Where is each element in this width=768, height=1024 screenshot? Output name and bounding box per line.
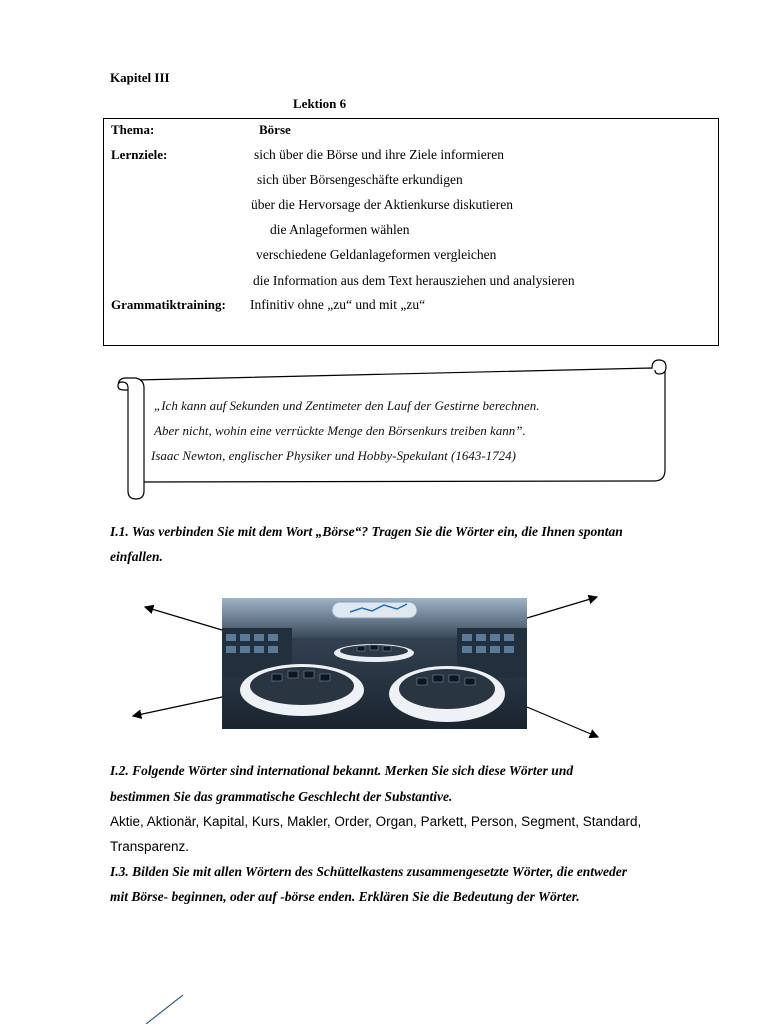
quote-line: „Ich kann auf Sekunden und Zentimeter den Lauf der Gestirne berechnen. (154, 398, 540, 413)
word-list: Aktie, Aktionär, Kapital, Kurs, Makler, Order, Organ, Parkett, Person, Segment, Standard, (110, 814, 642, 829)
arrow-top-right (527, 597, 597, 618)
theme-label: Thema: (111, 122, 155, 137)
goal-item: sich über Börsengeschäfte erkundigen (257, 172, 463, 187)
arrow-top-left (145, 607, 222, 630)
task-1-line: einfallen. (110, 549, 163, 564)
goal-item: die Anlageformen wählen (270, 222, 410, 237)
goal-item: sich über die Börse und ihre Ziele informieren (254, 147, 505, 162)
lesson-title: Lektion 6 (293, 96, 347, 111)
chapter-title: Kapitel III (110, 70, 170, 85)
grammar-value: Infinitiv ohne „zu“ und mit „zu“ (250, 297, 426, 312)
arrow-bottom-left (133, 697, 222, 716)
quote-author: Isaac Newton, englischer Physiker und Hobby-Spekulant (1643-1724) (151, 448, 517, 463)
task-3-line: I.3. Bilden Sie mit allen Wörtern des Schüttelkastens zusammengesetzte Wörter, die entweder (110, 864, 628, 879)
arrow-bottom-right (527, 707, 598, 737)
quote-line: Aber nicht, wohin eine verrückte Menge den Börsenkurs treiben kann”. (154, 423, 526, 438)
task-1-line: I.1. Was verbinden Sie mit dem Wort „Börse“? Tragen Sie die Wörter ein, die Ihnen spontan (110, 524, 623, 539)
goals-label: Lernziele: (111, 147, 168, 162)
grammar-label: Grammatiktraining: (111, 297, 226, 312)
goal-item: über die Hervorsage der Aktienkurse diskutieren (251, 197, 514, 212)
goal-item: die Information aus dem Text herausziehen und analysieren (253, 273, 575, 288)
task-2-line: bestimmen Sie das grammatische Geschlecht der Substantive. (110, 789, 453, 804)
goal-item: verschiedene Geldanlageformen vergleichen (256, 247, 497, 262)
decorative-line (146, 995, 183, 1024)
task-2-line: I.2. Folgende Wörter sind international bekannt. Merken Sie sich diese Wörter und (110, 763, 574, 778)
task-3-line: mit Börse- beginnen, oder auf -börse enden. Erklären Sie die Bedeutung der Wörter. (110, 889, 580, 904)
stock-exchange-photo (222, 598, 527, 729)
word-list: Transparenz. (110, 839, 190, 854)
theme-value: Börse (259, 122, 291, 137)
